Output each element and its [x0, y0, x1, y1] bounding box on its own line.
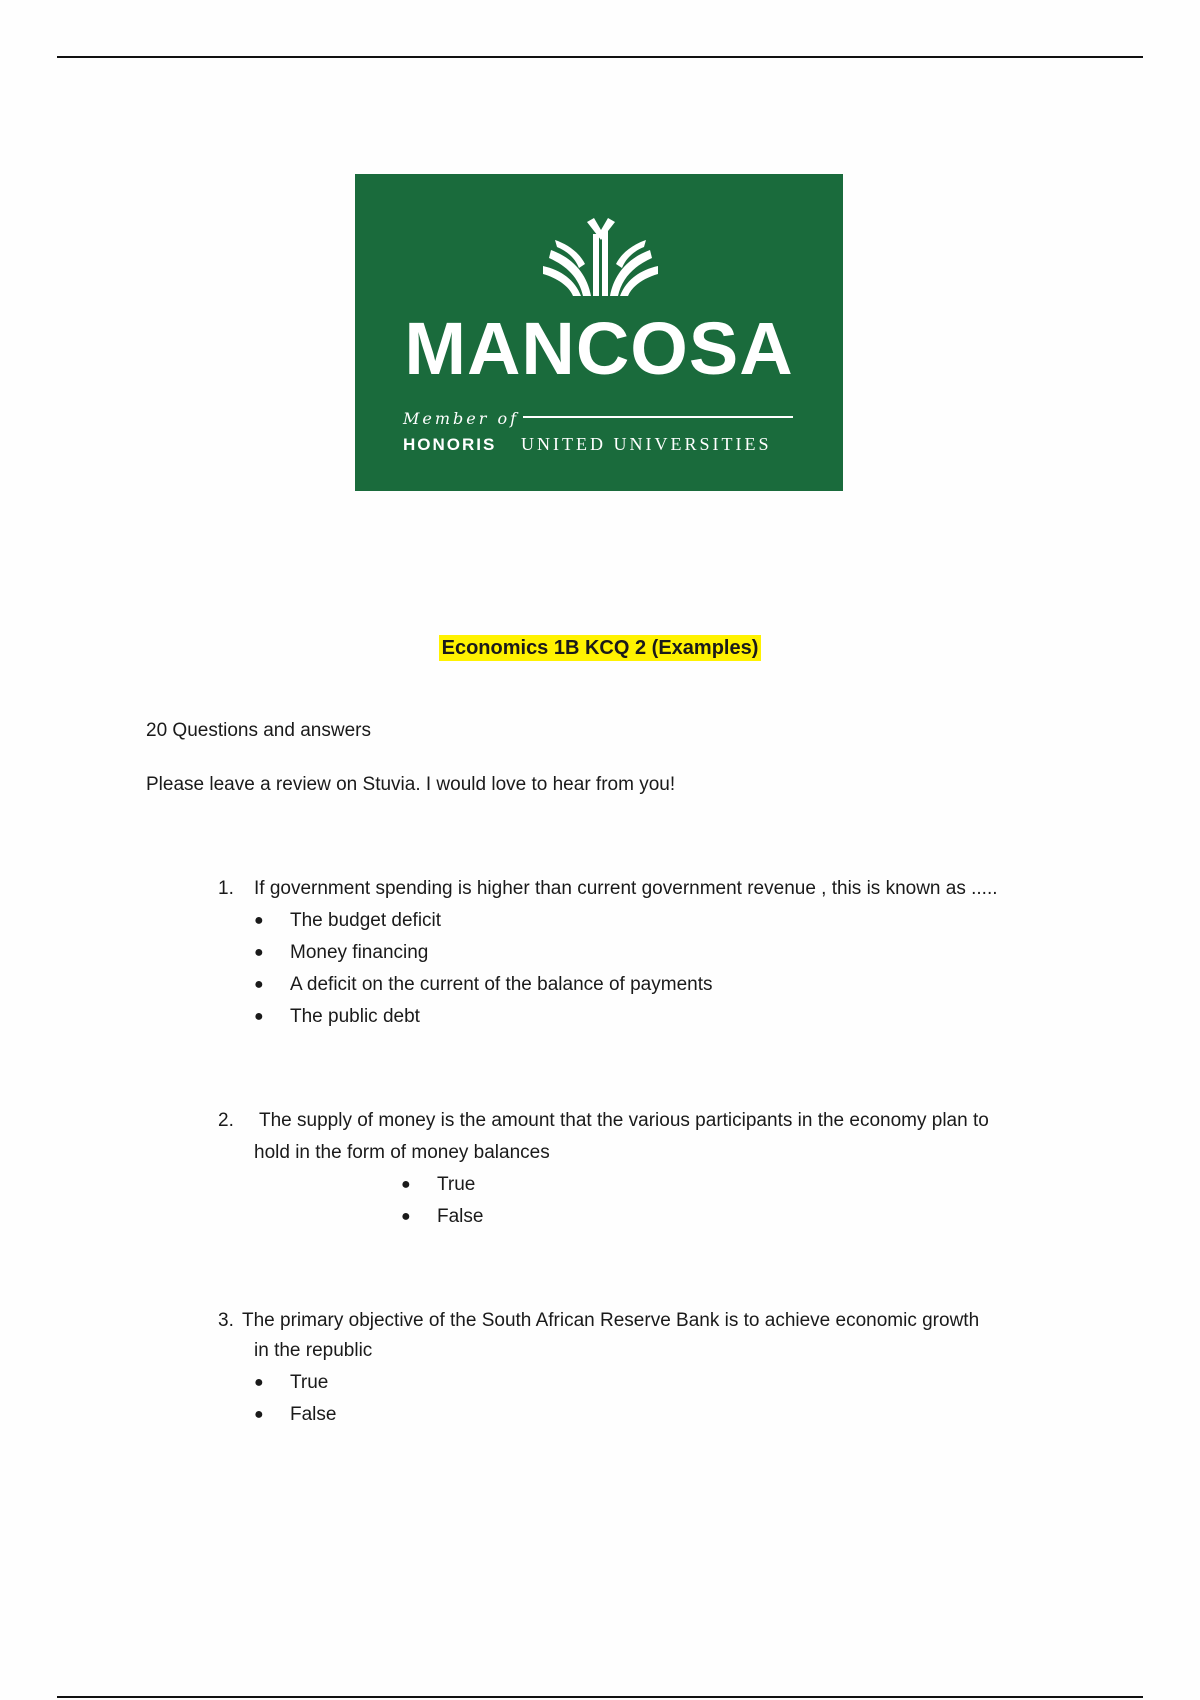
tree-emblem-icon [543, 218, 658, 296]
logo-honoris-text: HONORIS [403, 435, 497, 454]
question-number: 1. [218, 878, 234, 899]
answer-option-text: The public debt [290, 1006, 420, 1027]
document-title-text: Economics 1B KCQ 2 (Examples) [439, 635, 762, 661]
bullet-icon: ● [401, 1208, 411, 1225]
answer-option-text: False [290, 1404, 337, 1425]
bullet-icon: ● [254, 944, 264, 961]
top-rule [57, 56, 1143, 58]
question-text: If government spending is higher than current government revenue , this is known as ..... [254, 878, 998, 899]
bullet-icon: ● [254, 1008, 264, 1025]
question-number: 3. [218, 1310, 234, 1331]
intro-review-request: Please leave a review on Stuvia. I would love to hear from you! [146, 774, 676, 795]
logo-united-universities-text: UNITED UNIVERSITIES [521, 434, 772, 454]
document-title [0, 637, 1200, 660]
answer-option-text: True [290, 1372, 329, 1393]
bullet-icon: ● [254, 976, 264, 993]
answer-option-text: Money financing [290, 942, 429, 963]
bullet-icon: ● [254, 912, 264, 929]
question-number: 2. [218, 1110, 234, 1131]
question-text: The primary objective of the South African Reserve Bank is to achieve economic growth [242, 1310, 980, 1331]
answer-option-text: True [437, 1174, 476, 1195]
mancosa-logo [355, 174, 843, 491]
bullet-icon: ● [254, 1406, 264, 1423]
answer-option-text: A deficit on the current of the balance of payments [290, 974, 713, 995]
bullet-icon: ● [401, 1176, 411, 1193]
logo-brand-text: MANCOSA [404, 307, 794, 390]
bottom-rule [57, 1696, 1143, 1698]
question-text-continued: in the republic [254, 1340, 373, 1361]
question-text-continued: hold in the form of money balances [254, 1142, 550, 1163]
answer-option-text: The budget deficit [290, 910, 442, 931]
logo-member-of-text: Member of [403, 409, 520, 428]
answer-option-text: False [437, 1206, 484, 1227]
logo-graphic [355, 174, 843, 491]
bullet-icon: ● [254, 1374, 264, 1391]
intro-question-count: 20 Questions and answers [146, 720, 371, 741]
question-text: The supply of money is the amount that the various participants in the economy plan to [259, 1110, 989, 1131]
logo-divider [523, 416, 793, 418]
